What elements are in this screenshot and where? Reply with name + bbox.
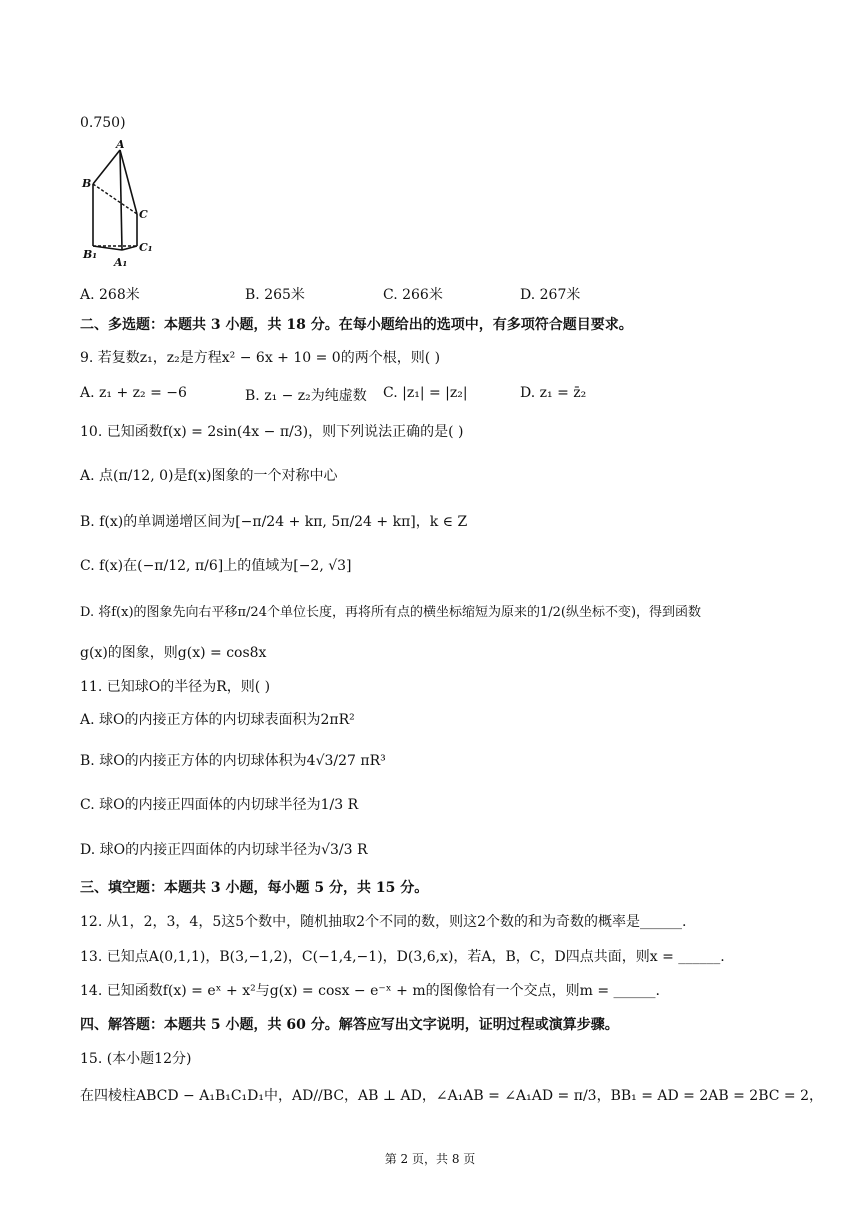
figure-label-a1: A₁ [114, 256, 128, 269]
q10-option-d-line1: D. 将f(x)的图象先向右平移π/24个单位长度，再将所有点的横坐标缩短为原来的1/2(纵坐标不变)，得到函数 [80, 605, 702, 620]
prism-figure [80, 138, 160, 270]
q8-option-a: A. 268米 [80, 287, 140, 303]
q10-stem: 10. 已知函数f(x) = 2sin(4x − π/3)，则下列说法正确的是( ) [80, 424, 464, 440]
q12: 12. 从1，2，3，4，5这5个数中，随机抽取2个不同的数，则这2个数的和为奇数的概率是______. [80, 914, 687, 930]
q10-option-d-line2: g(x)的图象，则g(x) = cos8x [80, 645, 267, 661]
figure-label-c: C [139, 208, 148, 221]
q10-option-c: C. f(x)在(−π/12, π/6]上的值域为[−2, √3] [80, 558, 352, 574]
q9-stem: 9. 若复数z₁，z₂是方程x² − 6x + 10 = 0的两个根，则( ) [80, 350, 441, 366]
top-fragment: 0.750) [80, 115, 126, 131]
q14: 14. 已知函数f(x) = eˣ + x²与g(x) = cosx − e⁻ˣ + m的图像恰有一个交点，则m = ______. [80, 983, 660, 999]
figure-label-a: A [116, 138, 125, 151]
figure-label-b1: B₁ [83, 248, 98, 261]
q9-option-c: C. |z₁| = |z₂| [383, 385, 468, 401]
figure-label-c1: C₁ [139, 241, 153, 254]
q9-option-d: D. z₁ = z̄₂ [520, 385, 587, 401]
q8-option-c: C. 266米 [383, 287, 443, 303]
figure-label-b: B [82, 177, 92, 190]
q10-option-a: A. 点(π/12, 0)是f(x)图象的一个对称中心 [80, 468, 338, 484]
q9-option-a: A. z₁ + z₂ = −6 [80, 385, 187, 401]
q11-option-c: C. 球O的内接正四面体的内切球半径为1/3 R [80, 797, 359, 813]
q11-option-d: D. 球O的内接正四面体的内切球半径为√3/3 R [80, 842, 368, 858]
section-heading-fill-in: 三、填空题：本题共 3 小题，每小题 5 分，共 15 分。 [80, 880, 429, 896]
q11-stem: 11. 已知球O的半径为R，则( ) [80, 679, 271, 695]
q8-option-b: B. 265米 [245, 287, 305, 303]
q15-body: 在四棱柱ABCD − A₁B₁C₁D₁中，AD//BC，AB ⊥ AD，∠A₁AB = ∠A₁AD = π/3，BB₁ = AD = 2AB = 2BC = 2， [80, 1088, 823, 1104]
q10-option-b: B. f(x)的单调递增区间为[−π/24 + kπ, 5π/24 + kπ]，k ∈ Z [80, 514, 468, 530]
page-footer: 第 2 页，共 8 页 [384, 1152, 476, 1166]
section-heading-solutions: 四、解答题：本题共 5 小题，共 60 分。解答应写出文字说明，证明过程或演算步骤。 [80, 1017, 619, 1033]
q11-option-a: A. 球O的内接正方体的内切球表面积为2πR² [80, 712, 355, 728]
q8-option-d: D. 267米 [520, 287, 581, 303]
q9-option-b: B. z₁ − z₂为纯虚数 [245, 388, 367, 404]
q13: 13. 已知点A(0,1,1)，B(3,−1,2)，C(−1,4,−1)，D(3,6,x)，若A，B，C，D四点共面，则x = ______. [80, 949, 725, 965]
section-heading-multiple-choice: 二、多选题：本题共 3 小题，共 18 分。在每小题给出的选项中，有多项符合题目要求。 [80, 317, 633, 333]
q15-heading: 15. (本小题12分) [80, 1051, 192, 1067]
q11-option-b: B. 球O的内接正方体的内切球体积为4√3/27 πR³ [80, 753, 386, 769]
